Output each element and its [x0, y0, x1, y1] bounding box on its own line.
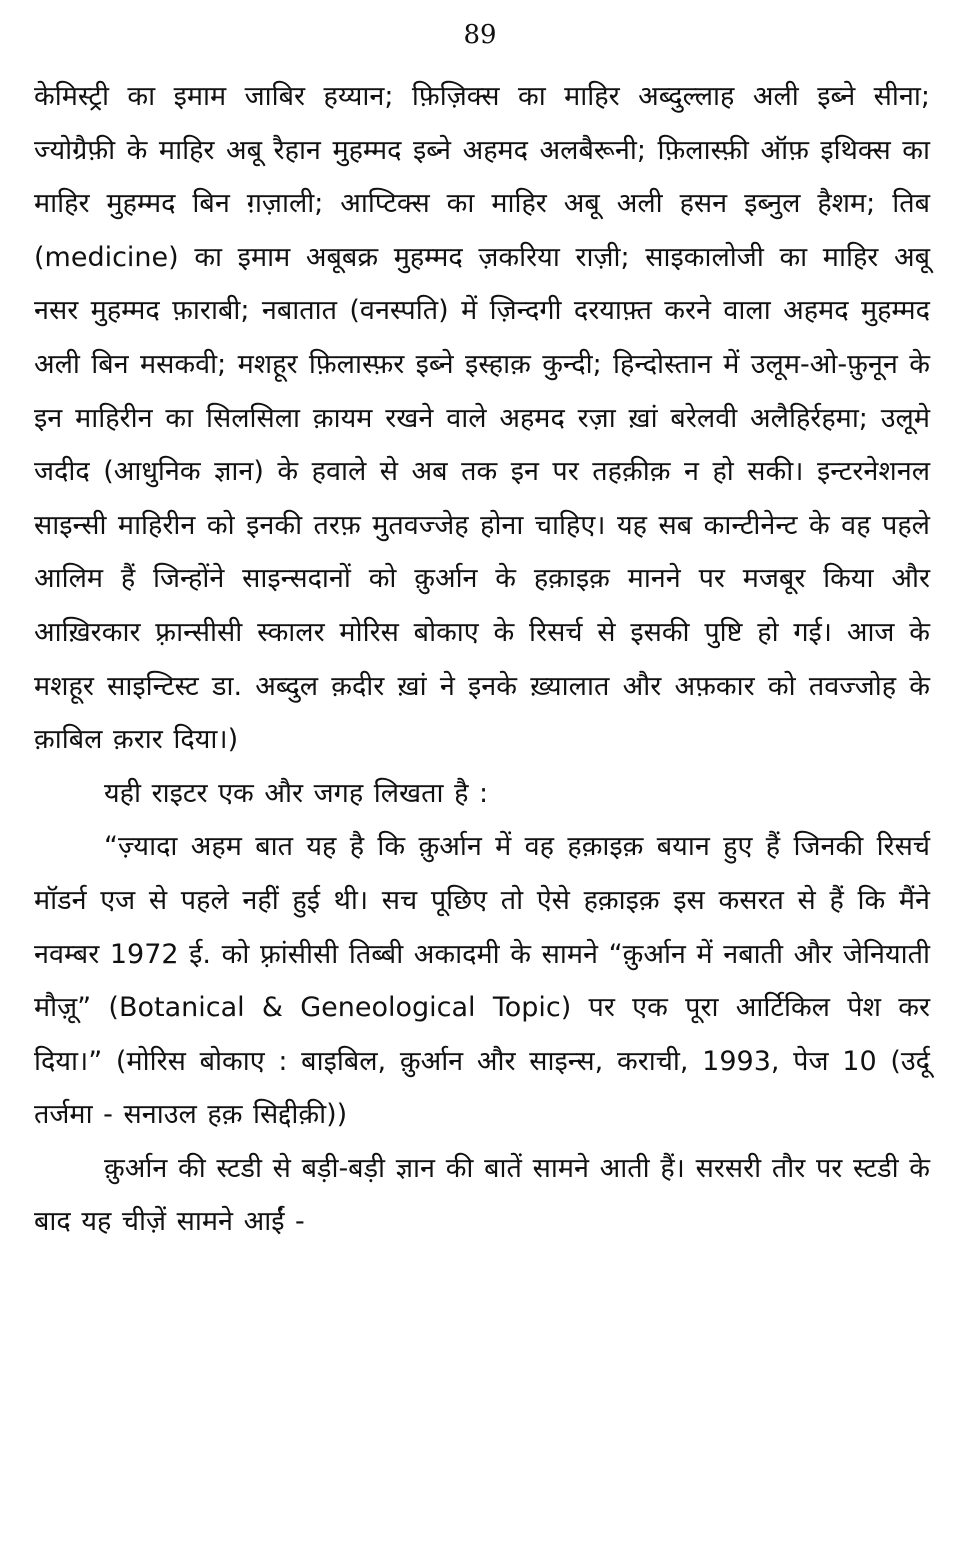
paragraph-writer-intro: यही राइटर एक और जगह लिखता है :	[104, 777, 489, 809]
paragraph-quran-study: क़ुर्आन की स्टडी से बड़ी-बड़ी ज्ञान की बातें सामने आती हैं। सरसरी तौर पर स्टडी के बाद यह चीज़ें सामने आईं -	[34, 1152, 930, 1238]
paragraph-bucaille-quote: “ज़्यादा अहम बात यह है कि क़ुर्आन में वह हक़ाइक़ बयान हुए हैं जिनकी रिसर्च मॉडर्न एज से पहले नहीं हुई थी। सच पूछिए तो ऐसे हक़ाइक़ इस कसरत से हैं कि मैंने नवम्बर 1972 ई. को फ़्रांसीसी तिब्बी अकादमी के सामने “क़ुर्आन में नबाती और जेनियाती मौज़ू” (Botanical & Geneological Topic) पर एक पूरा आर्टिकिल पेश कर दिया।” (मोरिस बोकाए : बाइबिल, क़ुर्आन और साइन्स, कराची, 1993, पेज 10 (उर्दू तर्जमा - सनाउल हक़ सिद्दीक़ी))	[34, 831, 930, 1131]
paragraph-scholars-list: केमिस्ट्री का इमाम जाबिर हय्यान; फ़िज़िक्स का माहिर अब्दुल्लाह अली इब्ने सीना; ज्योग्रैफ़ी के माहिर अबू रैहान मुहम्मद इब्ने अहमद अलबैरूनी; फ़िलास्फ़ी ऑफ़ इथिक्स का माहिर मुहम्मद बिन ग़ज़ाली; आप्टिक्स का माहिर अबू अली हसन इब्नुल हैशम; तिब (medicine) का इमाम अबूबक्र मुहम्मद ज़करिया राज़ी; साइकालोजी का माहिर अबू नसर मुहम्मद फ़ाराबी; नबातात (वनस्पति) में ज़िन्दगी दरयाफ़्त करने वाला अहमद मुहम्मद अली बिन मसकवी; मशहूर फ़िलास्फ़र इब्ने इस्हाक़ कुन्दी; हिन्दोस्तान में उलूम-ओ-फ़ुनून के इन माहिरीन का सिलसिला क़ायम रखने वाले अहमद रज़ा ख़ां बरेलवी अलैहिर्रहमा; उलूमे जदीद (आधुनिक ज्ञान) के हवाले से अब तक इन पर तहक़ीक़ न हो सकी। इन्टरनेशनल साइन्सी माहिरीन को इनकी तरफ़ मुतवज्जेह होना चाहिए। यह सब कान्टीनेन्ट के वह पहले आलिम हैं जिन्होंने साइन्सदानों को क़ुर्आन के हक़ाइक़ मानने पर मजबूर किया और आख़िरकार फ़्रान्सीसी स्कालर मोरिस बोकाए के रिसर्च से इसकी पुष्टि हो गई। आज के मशहूर साइन्टिस्ट डा. अब्दुल क़दीर ख़ां ने इनके ख़्यालात और अफ़कार को तवज्जोह के क़ाबिल क़रार दिया।)	[34, 81, 930, 756]
page-number: 89	[463, 20, 497, 50]
body-text	[34, 70, 930, 1249]
